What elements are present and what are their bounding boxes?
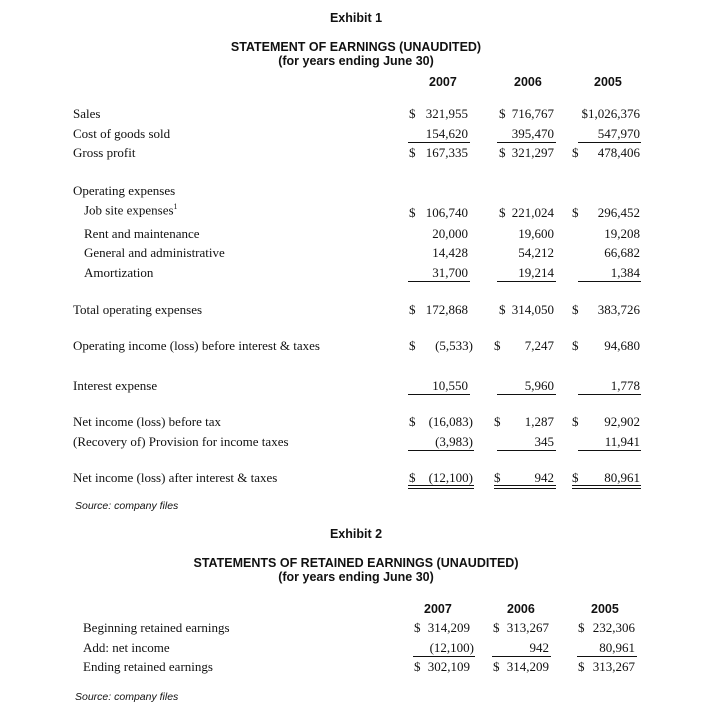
total-opex-2007: 172,868 [425, 302, 468, 317]
underline [578, 394, 641, 395]
footnote-marker: 1 [173, 202, 178, 211]
row-label-general-admin: General and administrative [84, 245, 225, 260]
ending-2006: 314,209 [506, 659, 549, 674]
row-label-rent: Rent and maintenance [84, 226, 200, 241]
row-label-income-taxes: (Recovery of) Provision for income taxes [73, 434, 289, 449]
dollar-sign: $ [409, 145, 416, 160]
dollar-sign: $ [499, 145, 506, 160]
underline [578, 142, 641, 143]
underline [497, 142, 556, 143]
row-label-sales: Sales [73, 106, 101, 121]
rent-2006: 19,600 [518, 226, 554, 241]
total-opex-2006: 314,050 [511, 302, 554, 317]
row-label-operating-income: Operating income (loss) before interest & taxes [73, 338, 320, 353]
dollar-sign: $ [499, 205, 506, 220]
beginning-2005: 232,306 [592, 620, 635, 635]
dollar-sign: $ [578, 620, 585, 635]
exhibit-1-subtitle: (for years ending June 30) [278, 54, 434, 68]
sales-2005: $1,026,376 [581, 106, 640, 121]
dollar-sign: $ [572, 338, 579, 353]
add-ni-2005: 80,961 [599, 640, 635, 655]
exhibit-1-title: STATEMENT OF EARNINGS (UNAUDITED) [230, 40, 482, 54]
rent-2007: 20,000 [432, 226, 468, 241]
dollar-sign: $ [409, 470, 416, 485]
dollar-sign: $ [409, 414, 416, 429]
underline [577, 656, 637, 657]
total-opex-2005: 383,726 [597, 302, 640, 317]
row-label-amortization: Amortization [84, 265, 154, 280]
sales-2006: 716,767 [511, 106, 554, 121]
exhibit-1-source: Source: company files [75, 500, 179, 512]
year-header-2006: 2006 [514, 75, 542, 89]
add-ni-2006: 942 [529, 640, 549, 655]
op-income-2006: 7,247 [524, 338, 554, 353]
dollar-sign: $ [494, 470, 501, 485]
underline [413, 656, 475, 657]
row-label-ni-after: Net income (loss) after interest & taxes [73, 470, 278, 485]
ni-before-tax-2005: 92,902 [604, 414, 640, 429]
underline [497, 450, 556, 451]
tax-2005: 11,941 [604, 434, 640, 449]
beginning-2007: 314,209 [427, 620, 470, 635]
interest-2006: 5,960 [524, 378, 554, 393]
ni-before-tax-2006: 1,287 [524, 414, 554, 429]
tax-2007: (3,983) [435, 434, 473, 449]
double-underline [408, 485, 474, 489]
row-label-beginning-re: Beginning retained earnings [83, 620, 230, 635]
dollar-sign: $ [409, 106, 416, 121]
dollar-sign: $ [572, 205, 579, 220]
add-ni-2007: (12,100) [429, 640, 474, 655]
underline [408, 450, 474, 451]
exhibit-2-subtitle: (for years ending June 30) [278, 570, 434, 584]
dollar-sign: $ [572, 302, 579, 317]
exhibit-2-title: STATEMENTS OF RETAINED EARNINGS (UNAUDITED) [193, 556, 519, 570]
underline [497, 394, 556, 395]
underline [408, 394, 470, 395]
year-header-2007: 2007 [424, 602, 452, 616]
dollar-sign: $ [494, 414, 501, 429]
year-header-2006: 2006 [507, 602, 535, 616]
gross-2006: 321,297 [511, 145, 554, 160]
dollar-sign: $ [409, 338, 416, 353]
ni-after-2005: 80,961 [604, 470, 640, 485]
ga-2006: 54,212 [518, 245, 554, 260]
exhibit-2-source: Source: company files [75, 691, 179, 703]
underline [408, 281, 470, 282]
job-site-2006: 221,024 [511, 205, 554, 220]
op-income-2007: (5,533) [435, 338, 473, 353]
op-income-2005: 94,680 [604, 338, 640, 353]
dollar-sign: $ [409, 205, 416, 220]
gross-2005: 478,406 [597, 145, 640, 160]
amort-2006: 19,214 [518, 265, 554, 280]
rent-2005: 19,208 [604, 226, 640, 241]
dollar-sign: $ [578, 659, 585, 674]
dollar-sign: $ [414, 659, 421, 674]
ending-2007: 302,109 [427, 659, 470, 674]
job-site-2005: 296,452 [597, 205, 640, 220]
cogs-2005: 547,970 [597, 126, 640, 141]
underline [492, 656, 551, 657]
ga-2007: 14,428 [432, 245, 468, 260]
dollar-sign: $ [414, 620, 421, 635]
row-label-gross-profit: Gross profit [73, 145, 136, 160]
dollar-sign: $ [493, 659, 500, 674]
row-label-ni-before-tax: Net income (loss) before tax [73, 414, 222, 429]
year-header-2005: 2005 [594, 75, 622, 89]
row-label-add-net-income: Add: net income [83, 640, 170, 655]
ni-before-tax-2007: (16,083) [428, 414, 473, 429]
row-label-interest: Interest expense [73, 378, 158, 393]
amort-2007: 31,700 [432, 265, 468, 280]
ni-after-2007: (12,100) [428, 470, 473, 485]
exhibit-1-label: Exhibit 1 [329, 11, 383, 25]
gross-2007: 167,335 [425, 145, 468, 160]
year-header-2005: 2005 [591, 602, 619, 616]
dollar-sign: $ [499, 106, 506, 121]
double-underline [572, 485, 641, 489]
cogs-2006: 395,470 [511, 126, 554, 141]
ga-2005: 66,682 [604, 245, 640, 260]
dollar-sign: $ [499, 302, 506, 317]
beginning-2006: 313,267 [506, 620, 549, 635]
ni-after-2006: 942 [534, 470, 554, 485]
underline [497, 281, 556, 282]
underline [578, 281, 641, 282]
underline [578, 450, 641, 451]
dollar-sign: $ [572, 470, 579, 485]
tax-2006: 345 [534, 434, 554, 449]
dollar-sign: $ [572, 145, 579, 160]
row-label-operating-expenses: Operating expenses [73, 183, 176, 198]
amort-2005: 1,384 [610, 265, 640, 280]
exhibit-2-label: Exhibit 2 [329, 527, 383, 541]
row-label-job-site: Job site expenses$^1$ [84, 202, 178, 218]
cogs-2007: 154,620 [425, 126, 468, 141]
row-label-ending-re: Ending retained earnings [83, 659, 213, 674]
double-underline [494, 485, 556, 489]
interest-2007: 10,550 [432, 378, 468, 393]
job-site-2007: 106,740 [425, 205, 468, 220]
dollar-sign: $ [493, 620, 500, 635]
dollar-sign: $ [572, 414, 579, 429]
row-label-total-opex: Total operating expenses [73, 302, 203, 317]
dollar-sign: $ [494, 338, 501, 353]
dollar-sign: $ [409, 302, 416, 317]
year-header-2007: 2007 [429, 75, 457, 89]
interest-2005: 1,778 [610, 378, 640, 393]
ending-2005: 313,267 [592, 659, 635, 674]
row-label-cogs: Cost of goods sold [73, 126, 171, 141]
sales-2007: 321,955 [425, 106, 468, 121]
underline [408, 142, 470, 143]
